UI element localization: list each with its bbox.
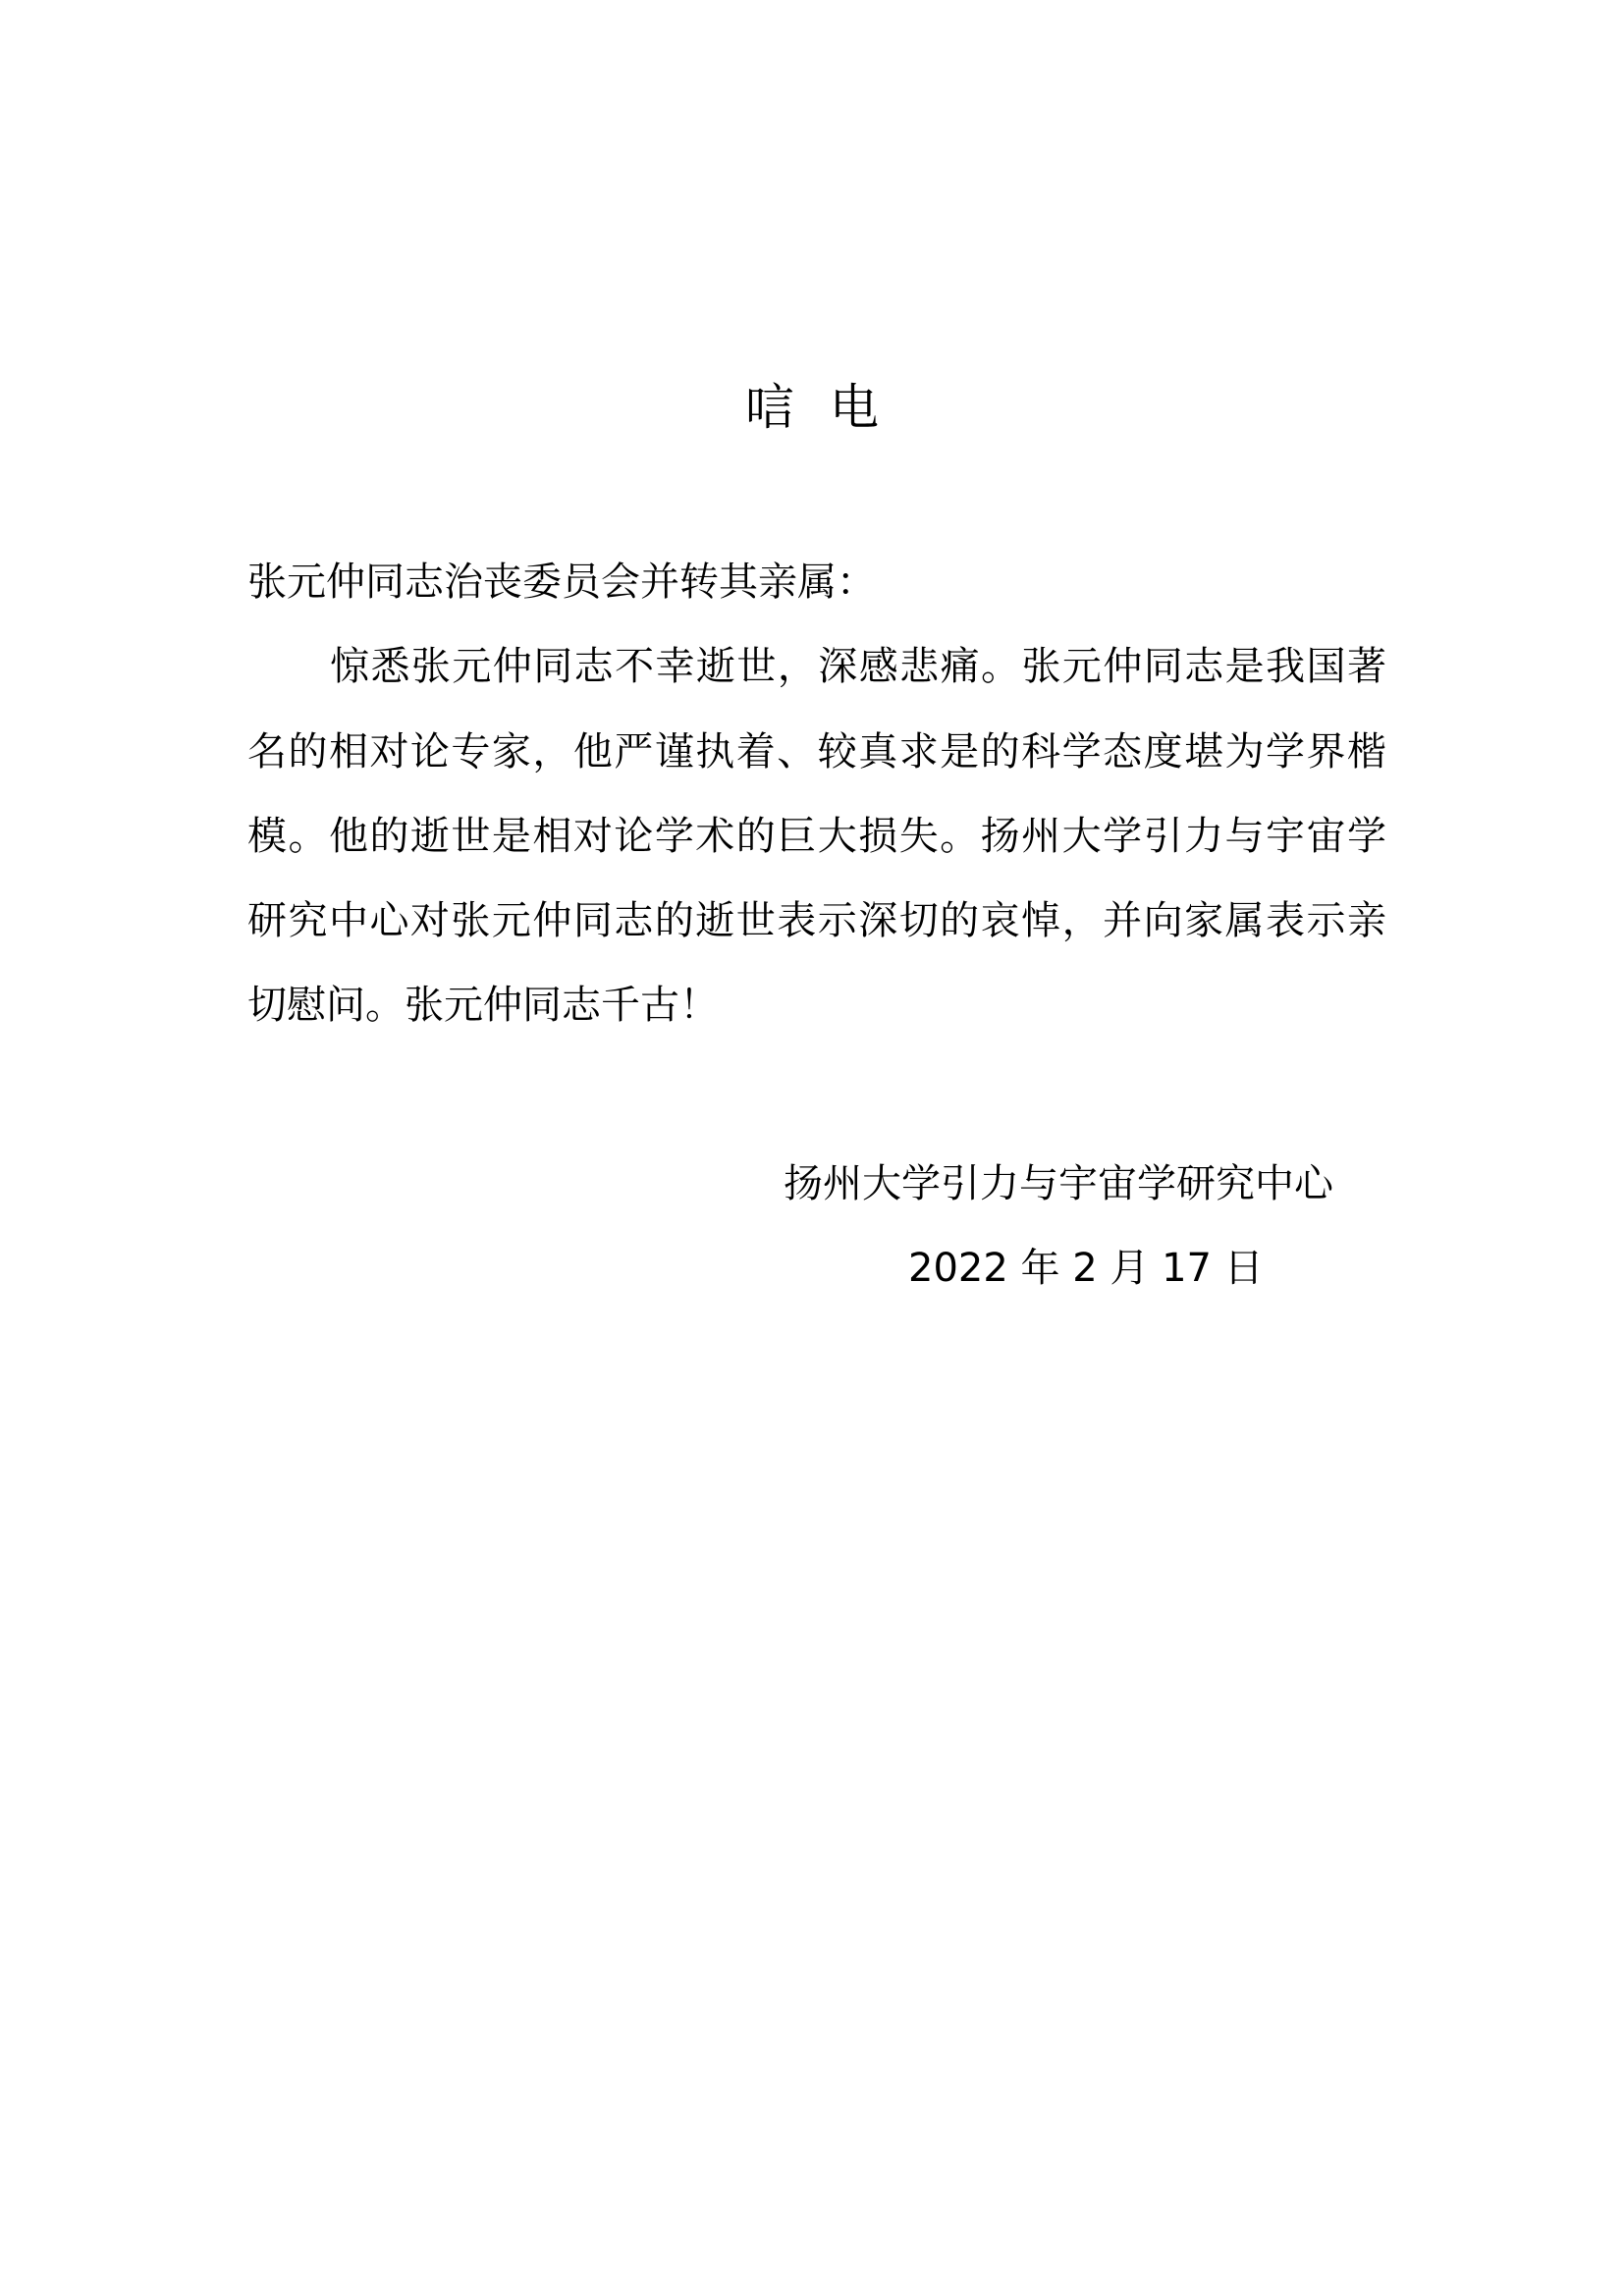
date: 2022 年 2 月 17 日 [908, 1246, 1264, 1291]
body-line: 惊悉张元仲同志不幸逝世，深感悲痛。张元仲同志是我国著 [330, 644, 1386, 689]
body-line: 研究中心对张元仲同志的逝世表示深切的哀悼，并向家属表示亲 [247, 898, 1386, 943]
body-line: 切慰问。张元仲同志千古！ [247, 983, 719, 1028]
signature: 扬州大学引力与宇宙学研究中心 [784, 1161, 1333, 1206]
document-title: 唁电 [745, 379, 914, 436]
salutation: 张元仲同志治丧委员会并转其亲属： [247, 560, 876, 605]
body-line: 名的相对论专家，他严谨执着、较真求是的科学态度堪为学界楷 [247, 729, 1386, 774]
body-line: 模。他的逝世是相对论学术的巨大损失。扬州大学引力与宇宙学 [247, 814, 1386, 859]
